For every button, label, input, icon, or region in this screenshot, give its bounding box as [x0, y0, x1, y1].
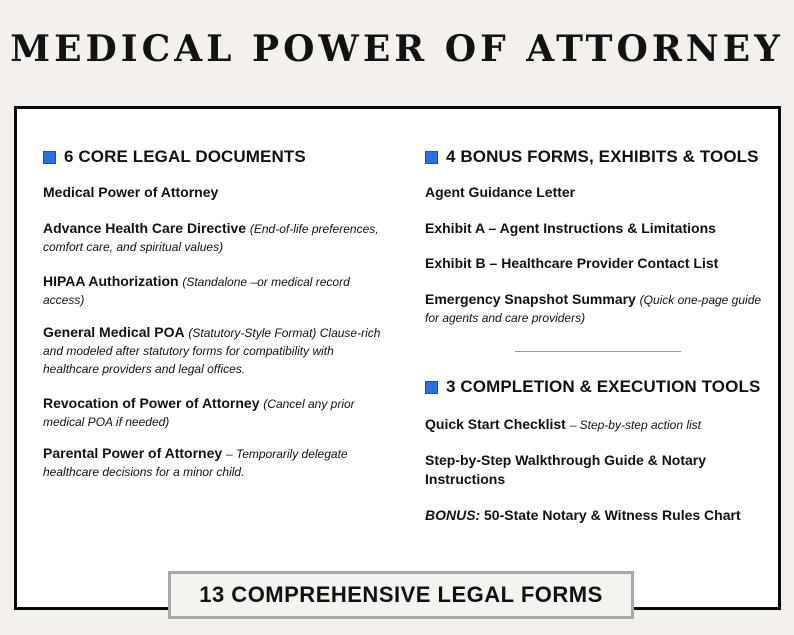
item-name: 50-State Notary & Witness Rules Chart [484, 507, 741, 523]
list-item [43, 272, 393, 309]
item-name: Agent Guidance Letter [425, 184, 576, 200]
content-frame [14, 106, 781, 610]
item-name: HIPAA Authorization [43, 273, 179, 289]
list-item [43, 183, 393, 202]
tools-heading [425, 377, 770, 397]
list-item [43, 219, 393, 256]
item-note: (Quick one-page guide for agents and care providers) [425, 293, 762, 325]
item-name: Revocation of Power of Attorney [43, 395, 260, 411]
list-item [43, 444, 393, 481]
item-name: Medical Power of Attorney [43, 184, 219, 200]
blue-square-icon [43, 151, 56, 164]
list-item [425, 506, 770, 525]
item-name: General Medical POA [43, 324, 185, 340]
list-item [43, 394, 393, 431]
bonus-forms-heading-text: 4 BONUS FORMS, EXHIBITS & TOOLS [446, 147, 759, 166]
core-documents-heading-text: 6 CORE LEGAL DOCUMENTS [64, 147, 306, 166]
item-note: (End-of-life preferences, comfort care, and spiritual values) [43, 222, 379, 254]
item-note: (Cancel any prior medical POA if needed) [43, 397, 355, 429]
item-note: – Temporarily delegate healthcare decisions for a minor child. [43, 447, 348, 479]
item-name: Exhibit B – Healthcare Provider Contact List [425, 255, 719, 271]
bonus-forms-heading [425, 147, 770, 167]
list-item [425, 254, 770, 273]
list-item [425, 219, 770, 238]
item-note: – Step-by-step action list [569, 418, 701, 432]
blue-square-icon [425, 151, 438, 164]
total-forms-banner: 13 COMPREHENSIVE LEGAL FORMS [168, 571, 634, 619]
core-documents-heading [43, 147, 393, 167]
item-name: Step-by-Step Walkthrough Guide & Notary Instructions [425, 452, 707, 487]
item-name: Parental Power of Attorney [43, 445, 223, 461]
section-divider [515, 351, 681, 352]
list-item [43, 323, 393, 378]
tools-heading-text: 3 COMPLETION & EXECUTION TOOLS [446, 377, 761, 396]
item-note: (Statutory-Style Format) Clause-rich and modeled after statutory forms for compatibility with healthcare providers and legal offices. [43, 326, 381, 376]
item-name: Quick Start Checklist [425, 416, 566, 432]
list-item [425, 183, 770, 202]
page-title: MEDICAL POWER OF ATTORNEY [10, 28, 784, 70]
item-name: Emergency Snapshot Summary [425, 291, 636, 307]
bonus-prefix: BONUS: [425, 507, 481, 523]
list-item [425, 290, 770, 327]
item-name: Exhibit A – Agent Instructions & Limitations [425, 220, 716, 236]
list-item [425, 451, 770, 489]
item-name: Advance Health Care Directive [43, 220, 247, 236]
list-item [425, 415, 770, 434]
blue-square-icon [425, 381, 438, 394]
item-note: (Standalone –or medical record access) [43, 275, 350, 307]
